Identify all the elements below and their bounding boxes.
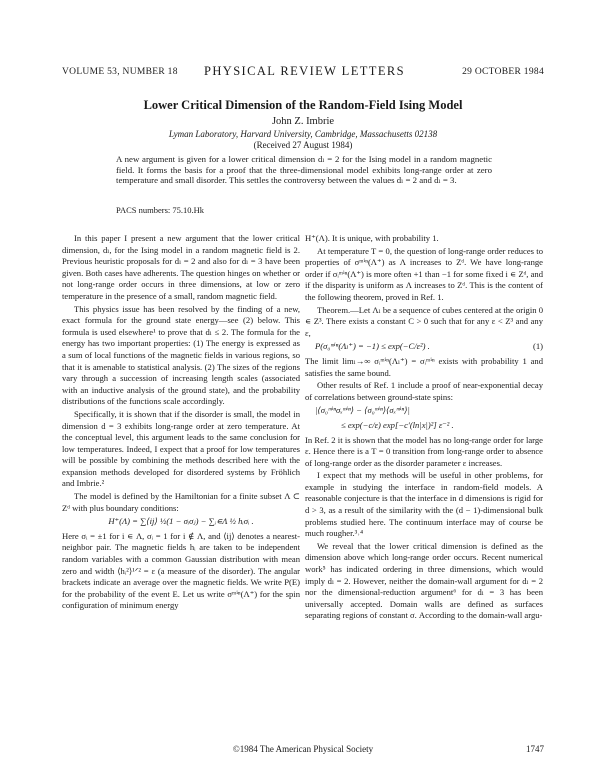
author: John Z. Imbrie — [271, 116, 335, 127]
paragraph: H⁺(Λ). It is unique, with probability 1. — [305, 233, 439, 243]
paragraph: At temperature T = 0, the question of long-range order reduces to properties of σᵐⁱⁿ(Λ⁺) as Λ increases to Zᵈ. We have long-range order if σᵢᵐⁱⁿ(Λ⁺) is more often +1 than −1 for some fixed i ∊ Zᵈ, and if the disparity is uniform as Λ increases to Zᵈ. This is the content of the following theorem, proved in Ref. 1. — [305, 245, 543, 302]
page-footer — [62, 744, 544, 758]
paragraph: We reveal that the lower critical dimension is defined as the dimension above which long-range order occurs. Recent numerical work⁵ has indicated ordering in three dimensions, which would imply dₗ = 2. However, neither the domain-wall argument for dₗ = 2 nor the dimensional-reduction argument⁶ for dₗ = 3 has been universally accepted. Domain walls are defined as surfaces separating regions of constant σ. According to the domain-wall argu- — [305, 540, 543, 621]
paragraph: The model is defined by the Hamiltonian for a finite subset Λ ⊂ Zᵈ with plus boundary conditions: — [62, 491, 300, 513]
paragraph: The limit limₗ→∞ σᵢᵐⁱⁿ(Λₗ⁺) = σᵢᵐⁱⁿ exists with probability 1 and satisfies the same bound. — [305, 355, 543, 378]
affiliation: Lyman Laboratory, Harvard University, Cambridge, Massachusetts 02138 — [168, 129, 438, 139]
page-number: 1747 — [526, 744, 544, 754]
right-column — [305, 233, 543, 623]
correlation-equation-line-1: |⟨σ₀ᵐⁱⁿσₓᵐⁱⁿ⟩ − ⟨σ₀ᵐⁱⁿ⟩⟨σₓᵐⁱⁿ⟩| — [315, 405, 410, 416]
pacs-numbers: PACS numbers: 75.10.Hk — [116, 205, 205, 215]
equation-number: (1) — [532, 341, 543, 352]
paragraph: In Ref. 2 it is shown that the model has no long-range order for large ε. Hence there is a T = 0 transition from long-range order to absence of long-range order as the disorder parameter ε increases. — [305, 434, 543, 468]
paragraph: Theorem.—Let Λₗ be a sequence of cubes centered at the origin 0 ∊ Z³. There exists a constant C > 0 such that for any ε < Z³ and any ε, — [305, 304, 543, 338]
paragraph: I expect that my methods will be useful in other problems, for example in studying the interface in random-field models. A reasonable conjecture is that the interface in d dimensions is rigid for d > 3, as a result of the similarity with the (d − 1)-dimensional bulk problems studied here. The continuum interface may of course be much rougher.³˒⁴ — [305, 470, 543, 539]
abstract: A new argument is given for a lower critical dimension dₗ = 2 for the Ising model in a random magnetic field. It forms the basis for a proof that the three-dimensional model exhibits long-range order at zero temperature and small disorder. This settles the controversy between the values dₗ = 2 and dₗ = 3. — [116, 154, 492, 185]
paragraph: In this paper I present a new argument that the lower critical dimension, dₗ, for the Ising model in a random magnetic field is 2. Previous heuristic proposals for dₗ = 2 and also for dₗ = 3 have been given. Both cases have adherents. The question hinges on whether or not long-range order occurs in three dimensions, at low or zero temperature in the presence of a small, random magnetic field. — [62, 233, 300, 301]
paragraph: This physics issue has been resolved by the finding of a new, exact formula for the ground state energy—see (2) below. This formula is used elsewhere¹ to prove that dₗ ≤ 2. The formula for the energy has two important properties: (1) The energy is expressed as a sum of local functions of the magnetic fields in various regions, so that it is amenable to statistical analysis. (2) The sizes of the regions vary through a succession of increasing length scales (associated with an inductive analysis of the ground state), and the probability distributions of the functions scale accordingly. — [62, 303, 300, 407]
issue-date: 29 OCTOBER 1984 — [462, 67, 544, 77]
running-header — [62, 64, 544, 80]
paragraph: Other results of Ref. 1 include a proof of near-exponential decay of correlations between ground-state spins: — [305, 380, 543, 402]
paragraph: Here σᵢ = ±1 for i ∊ Λ, σᵢ = 1 for i ∉ Λ, and ⟨ij⟩ denotes a nearest-neighbor pair. The magnetic fields hᵢ are taken to be independent random variables with a common Gaussian distribution with mean zero and width ⟨hᵢ²⟩¹ᐟ² = ε (a measure of the disorder). The angular brackets indicate an average over the magnetic fields. We write P(E) for the probability of the event E. Let us write σᵐⁱⁿ(Λ⁺) for the spin configuration of minimum energy — [62, 530, 300, 611]
hamiltonian-equation: H⁺(Λ) = ∑⟨ij⟩ ½(1 − σᵢσⱼ) − ∑ᵢ∊Λ ½ hᵢσᵢ . — [108, 516, 254, 527]
journal-title: PHYSICAL REVIEW LETTERS — [204, 64, 405, 78]
copyright: ©1984 The American Physical Society — [232, 744, 374, 754]
equation-1-body: P(σ₀ᵐⁱⁿ(Λₗ⁺) = −1) ≤ exp(−C/ε²) . — [315, 341, 430, 352]
equation-1 — [305, 341, 543, 353]
received-date: (Received 27 August 1984) — [253, 140, 353, 150]
paragraph: Specifically, it is shown that if the disorder is small, the model in dimension d = 3 exhibits long-range order at zero temperature. At the conceptual level, this argument leads to the same conclusion for low temperatures. Indeed, I expect that a proof for low temperatures will be possible by combining the methods described here with the expansion methods developed for disordered systems by Fröhlich and Imbrie.² — [62, 408, 300, 489]
left-column — [62, 233, 300, 613]
volume-number: VOLUME 53, NUMBER 18 — [62, 67, 178, 77]
correlation-equation-line-2: ≤ exp(−c/ε) exp[−c′(ln|x|)²] ε⁻² . — [341, 419, 454, 430]
paper-title: Lower Critical Dimension of the Random-Field Ising Model — [143, 98, 463, 112]
